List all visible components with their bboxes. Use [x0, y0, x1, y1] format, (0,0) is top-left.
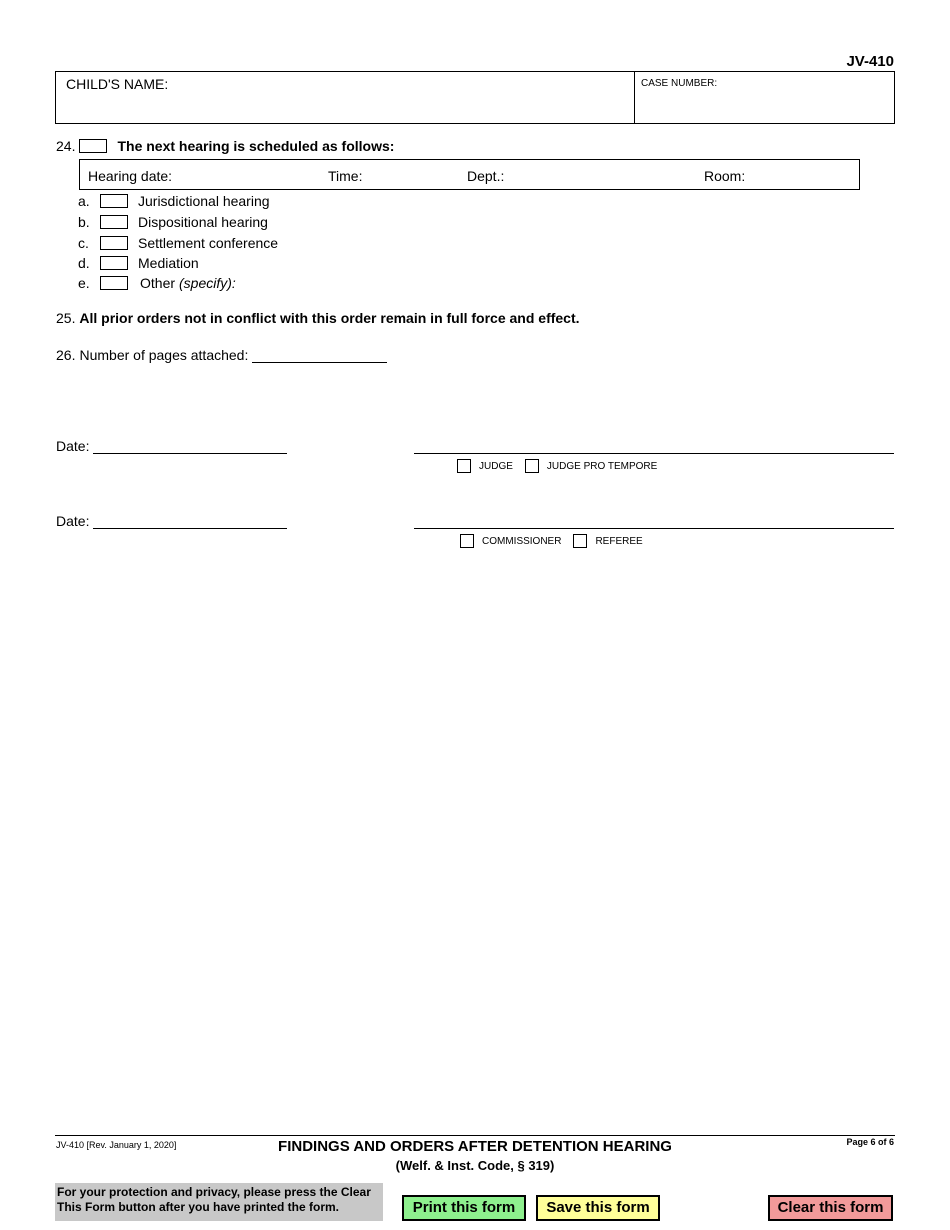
date-row-2	[56, 512, 287, 529]
item-25-text: All prior orders not in conflict with this order remain in full force and effect.	[79, 310, 580, 326]
signature-options-1	[457, 459, 657, 473]
privacy-notice: For your protection and privacy, please press the Clear This Form button after you have printed the form.	[55, 1183, 383, 1221]
dispositional-hearing-checkbox[interactable]	[100, 215, 128, 229]
commissioner-label: COMMISSIONER	[482, 535, 562, 547]
other-checkbox[interactable]	[100, 276, 128, 290]
option-label: Settlement conference	[138, 235, 279, 251]
clear-button[interactable]: Clear this form	[768, 1195, 893, 1221]
header-box	[55, 71, 895, 124]
page-number: Page 6 of 6	[846, 1137, 894, 1147]
date-field-2[interactable]	[93, 512, 287, 529]
form-code: (Welf. & Inst. Code, § 319)	[395, 1158, 555, 1173]
childs-name-label: CHILD'S NAME:	[66, 76, 169, 92]
dept-label: Dept.:	[467, 168, 505, 184]
print-button[interactable]: Print this form	[402, 1195, 526, 1221]
option-letter: b.	[78, 214, 90, 230]
judge-pro-tempore-checkbox[interactable]	[525, 459, 539, 473]
date-label: Date:	[56, 438, 90, 454]
option-letter: e.	[78, 275, 90, 291]
date-label: Date:	[56, 513, 90, 529]
option-label: Dispositional hearing	[138, 214, 268, 230]
mediation-checkbox[interactable]	[100, 256, 128, 270]
commissioner-checkbox[interactable]	[460, 534, 474, 548]
item-24-title: The next hearing is scheduled as follows:	[117, 138, 395, 154]
pages-attached-field[interactable]	[252, 346, 387, 363]
form-id: JV-410	[846, 53, 894, 70]
room-label: Room:	[704, 168, 746, 184]
hearing-option-b	[78, 214, 268, 230]
specify-label: (specify):	[179, 275, 236, 291]
hearing-details-box[interactable]	[79, 159, 860, 190]
date-field-1[interactable]	[93, 437, 287, 454]
case-number-label: CASE NUMBER:	[641, 78, 718, 89]
item-24-checkbox[interactable]	[79, 139, 107, 153]
hearing-date-label: Hearing date:	[88, 168, 173, 184]
option-letter: d.	[78, 255, 90, 271]
judge-label: JUDGE	[479, 460, 513, 472]
footer-divider	[55, 1135, 895, 1136]
hearing-option-c	[78, 235, 278, 251]
option-label: Mediation	[138, 255, 199, 271]
hearing-option-e	[78, 275, 236, 291]
referee-checkbox[interactable]	[573, 534, 587, 548]
option-letter: a.	[78, 193, 90, 209]
case-number-field[interactable]	[635, 72, 894, 123]
item-24-number: 24.	[56, 138, 76, 154]
item-25-number: 25.	[56, 310, 76, 326]
settlement-conference-checkbox[interactable]	[100, 236, 128, 250]
hearing-option-d	[78, 255, 199, 271]
save-button[interactable]: Save this form	[536, 1195, 660, 1221]
item-26-text: Number of pages attached:	[79, 347, 249, 363]
signature-options-2	[460, 534, 643, 548]
item-26-number: 26.	[56, 347, 76, 363]
judge-pro-tempore-label: JUDGE PRO TEMPORE	[546, 460, 658, 472]
signature-line-2[interactable]	[414, 528, 894, 529]
childs-name-field[interactable]	[56, 72, 635, 123]
option-label: Other	[140, 275, 176, 291]
hearing-option-a	[78, 193, 270, 209]
form-title: FINDINGS AND ORDERS AFTER DETENTION HEARING	[278, 1138, 672, 1155]
date-row-1	[56, 437, 287, 454]
signature-line-1[interactable]	[414, 453, 894, 454]
item-25	[56, 310, 580, 326]
jurisdictional-hearing-checkbox[interactable]	[100, 194, 128, 208]
item-26	[56, 346, 387, 363]
form-revision: JV-410 [Rev. January 1, 2020]	[56, 1140, 177, 1150]
item-24	[56, 138, 394, 154]
referee-label: REFEREE	[595, 535, 643, 547]
judge-checkbox[interactable]	[457, 459, 471, 473]
time-label: Time:	[328, 168, 363, 184]
option-label: Jurisdictional hearing	[138, 193, 270, 209]
option-letter: c.	[78, 235, 89, 251]
